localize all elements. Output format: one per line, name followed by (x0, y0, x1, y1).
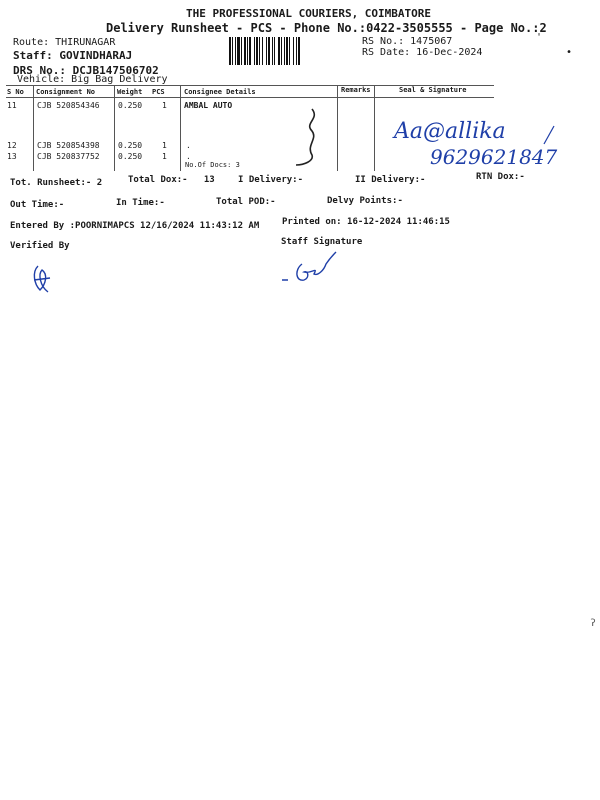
corner-mark: ' (536, 32, 543, 43)
barcode-bar (237, 37, 240, 65)
route-label: Route: THIRUNAGAR (13, 37, 116, 48)
barcode-bar (274, 37, 275, 65)
entered-by: Entered By :POORNIMAPCS 12/16/2024 11:43:12 AM (10, 221, 260, 231)
barcode-bar (232, 37, 233, 65)
row-pcs: 1 (162, 141, 167, 150)
barcode-bar (229, 37, 231, 65)
svg-text:9629621847: 9629621847 (430, 145, 558, 169)
header-consignee: Consignee Details (184, 88, 256, 96)
rs-number: RS No.: 1475067 (362, 36, 453, 47)
col-divider (114, 85, 115, 171)
header-pcs: PCS (152, 88, 165, 96)
vehicle-label: Vehicle: Big Bag Delivery (17, 74, 168, 85)
row-sno: 12 (7, 141, 17, 150)
staff-label: Staff: GOVINDHARAJ (13, 49, 133, 62)
barcode-bar (296, 37, 297, 65)
header-weight: Weight (117, 88, 143, 96)
col-divider (337, 85, 338, 171)
barcode-bar (254, 37, 255, 65)
barcode-bar (268, 37, 270, 65)
row-weight: 0.250 (118, 152, 143, 161)
header-sno: S No (7, 88, 24, 96)
staff-signature (278, 248, 348, 288)
col-divider (33, 85, 34, 171)
barcode-bar (247, 37, 248, 65)
row-consignment: CJB 520837752 (37, 152, 100, 161)
total-pod: Total POD:- (216, 197, 276, 207)
barcode-bar (278, 37, 280, 65)
barcode-bar (272, 37, 273, 65)
col-divider (180, 85, 181, 171)
barcode-bar (256, 37, 258, 65)
row-pcs: 1 (162, 101, 167, 110)
header-remarks: Remarks (341, 86, 371, 94)
row-consignment: CJB 520854398 (37, 141, 100, 150)
barcode-bar (286, 37, 288, 65)
row-consignment: CJB 520854346 (37, 101, 100, 110)
i-delivery: I Delivery:- (238, 175, 304, 185)
row-consignee: AMBAL AUTO (184, 101, 233, 110)
table-header-line (6, 97, 494, 98)
total-dox: Total Dox:- 13 (128, 175, 215, 185)
no-of-docs: No.Of Docs: 3 (185, 161, 240, 169)
barcode-bar (298, 37, 300, 65)
barcode-bar (241, 37, 242, 65)
drs-number: DRS No.: DCJB147506702 (13, 64, 159, 77)
row-consignee: . (186, 152, 191, 161)
row-pcs: 1 (162, 152, 167, 161)
barcode-bar (262, 37, 263, 65)
margin-mark: ʔ (590, 618, 597, 629)
row-sno: 13 (7, 152, 17, 161)
verified-signature (28, 262, 58, 296)
delvy-points: Delvy Points:- (327, 196, 403, 206)
row-sno: 11 (7, 101, 17, 110)
verified-by: Verified By (10, 241, 70, 251)
barcode-bar (235, 37, 236, 65)
rtn-dox: RTN Dox:- (476, 172, 525, 182)
barcode-bar (281, 37, 282, 65)
tot-runsheet: Tot. Runsheet:- 2 (10, 178, 103, 188)
in-time: In Time:- (116, 198, 165, 208)
rs-date: RS Date: 16-Dec-2024 (362, 47, 483, 58)
header-consignment: Consignment No (36, 88, 96, 96)
handwritten-brace (290, 105, 330, 170)
barcode-bar (244, 37, 246, 65)
col-divider (374, 85, 375, 171)
header-seal: Seal & Signature (399, 86, 467, 94)
ii-delivery: II Delivery:- (355, 175, 426, 185)
row-weight: 0.250 (118, 141, 143, 150)
staff-signature-label: Staff Signature (281, 237, 363, 247)
barcode-bar (249, 37, 251, 65)
barcode (229, 37, 352, 65)
svg-text:Aa@allika: Aa@allika (394, 119, 506, 144)
barcode-bar (293, 37, 294, 65)
out-time: Out Time:- (10, 200, 65, 210)
runsheet-subtitle: Delivery Runsheet - PCS - Phone No.:0422-3505555 - Page No.:2 (106, 21, 547, 35)
row-consignee: . (186, 141, 191, 150)
printed-on: Printed on: 16-12-2024 11:46:15 (282, 217, 450, 227)
barcode-bar (284, 37, 285, 65)
barcode-bar (289, 37, 290, 65)
company-title: THE PROFESSIONAL COURIERS, COIMBATORE (186, 7, 432, 20)
row-weight: 0.250 (118, 101, 143, 110)
handwritten-signature (384, 104, 564, 174)
barcode-bar (259, 37, 260, 65)
corner-dot: • (566, 47, 573, 58)
barcode-bar (266, 37, 267, 65)
